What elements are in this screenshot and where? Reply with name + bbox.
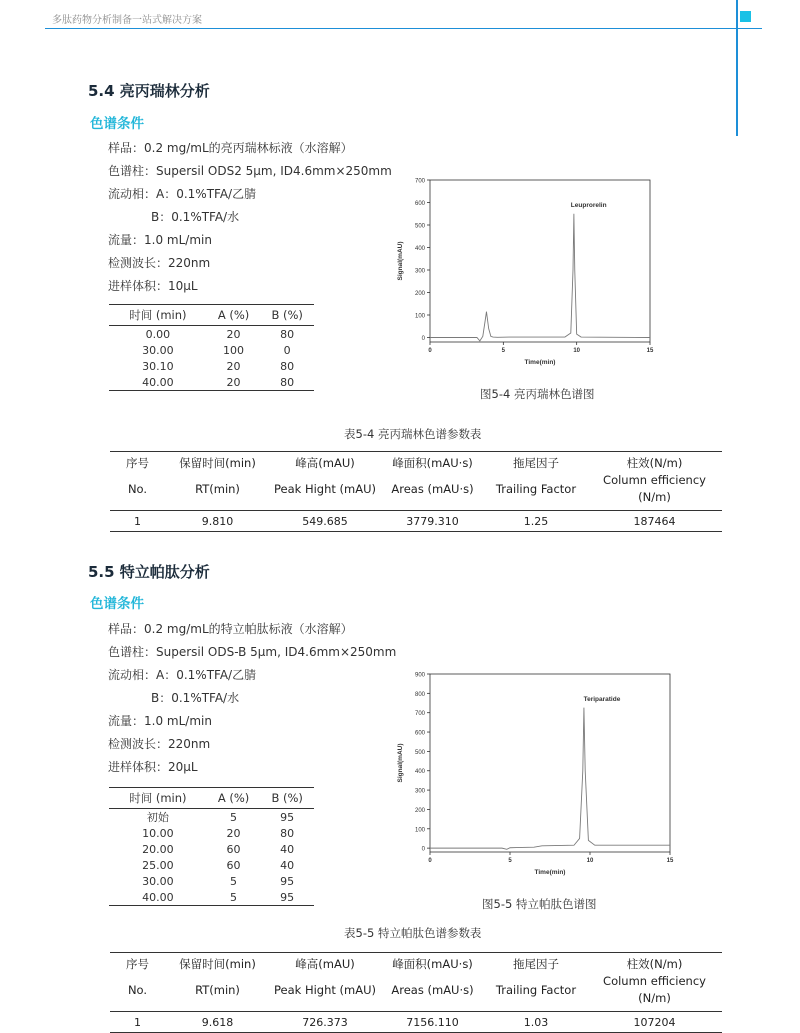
header-vertical-rule bbox=[736, 0, 738, 136]
x-tick-label: 5 bbox=[508, 858, 512, 864]
section-title: 5.5 特立帕肽分析 bbox=[88, 563, 210, 581]
x-tick-label: 15 bbox=[646, 348, 654, 354]
y-tick-label: 600 bbox=[414, 201, 425, 207]
x-tick-label: 10 bbox=[573, 348, 581, 354]
series-line bbox=[430, 708, 670, 850]
table-caption: 表5-5 特立帕肽色谱参数表 bbox=[344, 926, 482, 940]
table-row: 10.00 20 80 bbox=[142, 826, 295, 840]
condition-sample: 样品：0.2 mg/mL的特立帕肽标液（水溶解） bbox=[108, 622, 353, 636]
chromatogram-chart-teriparatide bbox=[390, 664, 690, 880]
condition-column: 色谱柱：Supersil ODS-B 5μm, ID4.6mm×250mm bbox=[108, 645, 397, 659]
table-row: 30.00 100 0 bbox=[142, 343, 291, 357]
table-row: 30.10 20 80 bbox=[142, 359, 295, 373]
table-caption: 表5-4 亮丙瑞林色谱参数表 bbox=[344, 427, 482, 441]
y-tick-label: 500 bbox=[414, 223, 425, 230]
x-tick-label: 0 bbox=[428, 348, 432, 354]
y-tick-label: 400 bbox=[414, 246, 425, 252]
gradient-table bbox=[109, 787, 314, 906]
parameter-table: 序号 保留时间(min) 峰高(mAU) 峰面积(mAU·s) 拖尾因子 柱效(N/m) No. RT(min) Peak Hight (mAU) Areas (mAU·s) Trailing Factor Column efficiency (N/m) 1 9.618 726.373 7156.110 1.03 107204 bbox=[110, 952, 722, 1033]
x-axis-label: Time(min) bbox=[534, 869, 566, 876]
condition-sample: 样品：0.2 mg/mL的亮丙瑞林标液（水溶解） bbox=[108, 141, 353, 155]
table-row: 1 9.618 726.373 7156.110 1.03 107204 bbox=[110, 1012, 722, 1033]
table-row: 0.00 20 80 bbox=[145, 327, 295, 341]
table-row: 40.00 20 80 bbox=[109, 374, 314, 391]
x-tick-label: 15 bbox=[666, 858, 674, 864]
y-tick-label: 900 bbox=[414, 672, 425, 679]
x-axis-label: Time(min) bbox=[524, 359, 556, 366]
table-row: 1 9.810 549.685 3779.310 1.25 187464 bbox=[110, 511, 722, 532]
y-tick-label: 700 bbox=[414, 711, 425, 718]
gradient-header-a: A (%) bbox=[207, 305, 261, 326]
condition-mobile-phase-a: 流动相：A：0.1%TFA/乙腈 bbox=[108, 668, 257, 682]
y-tick-label: 0 bbox=[421, 846, 425, 853]
section-subtitle: 色谱条件 bbox=[90, 116, 144, 132]
section-title: 5.4 亮丙瑞林分析 bbox=[88, 82, 210, 100]
gradient-header-a: A (%) bbox=[207, 788, 261, 809]
gradient-header-time: 时间 (min) bbox=[109, 305, 207, 326]
y-axis-label: Signal(mAU) bbox=[397, 241, 404, 281]
y-tick-label: 800 bbox=[414, 691, 425, 698]
series-line bbox=[430, 214, 650, 341]
table-row: 20.00 60 40 bbox=[142, 842, 295, 856]
x-tick-label: 0 bbox=[428, 858, 432, 864]
y-tick-label: 600 bbox=[414, 730, 425, 737]
y-tick-label: 200 bbox=[414, 807, 425, 814]
y-tick-label: 500 bbox=[414, 749, 425, 756]
y-tick-label: 100 bbox=[414, 827, 425, 834]
condition-wavelength: 检测波长：220nm bbox=[108, 737, 211, 751]
header-accent-square bbox=[740, 11, 751, 22]
table-row: 30.00 5 95 bbox=[142, 874, 295, 888]
figure-caption: 图5-5 特立帕肽色谱图 bbox=[482, 897, 597, 911]
y-tick-label: 700 bbox=[414, 178, 425, 185]
plot-frame bbox=[430, 674, 670, 852]
y-tick-label: 200 bbox=[414, 291, 425, 297]
gradient-table bbox=[109, 304, 314, 391]
condition-column: 色谱柱：Supersil ODS2 5μm, ID4.6mm×250mm bbox=[108, 164, 392, 178]
y-tick-label: 300 bbox=[414, 788, 425, 795]
peak-annotation: Leuprorelin bbox=[570, 202, 607, 209]
parameter-table: 序号 保留时间(min) 峰高(mAU) 峰面积(mAU·s) 拖尾因子 柱效(N/m) No. RT(min) Peak Hight (mAU) Areas (mAU·s) Trailing Factor Column efficiency (N/m) 1 9.810 549.685 3779.310 1.25 187464 bbox=[110, 451, 722, 532]
condition-flow: 流量：1.0 mL/min bbox=[108, 714, 212, 728]
y-axis-label: Signal(mAU) bbox=[397, 743, 404, 783]
x-tick-label: 10 bbox=[586, 858, 594, 864]
running-header: 多肽药物分析制备一站式解决方案 bbox=[52, 15, 202, 26]
gradient-header-b: B (%) bbox=[260, 305, 314, 326]
condition-mobile-phase-b: B：0.1%TFA/水 bbox=[151, 691, 240, 705]
condition-injection: 进样体积：10μL bbox=[108, 279, 198, 293]
figure-caption: 图5-4 亮丙瑞林色谱图 bbox=[480, 387, 595, 401]
gradient-header-b: B (%) bbox=[260, 788, 314, 809]
y-tick-label: 0 bbox=[421, 336, 425, 342]
peak-annotation: Teriparatide bbox=[583, 696, 621, 704]
condition-mobile-phase-a: 流动相：A：0.1%TFA/乙腈 bbox=[108, 187, 257, 201]
y-tick-label: 100 bbox=[414, 313, 425, 320]
condition-flow: 流量：1.0 mL/min bbox=[108, 233, 212, 247]
gradient-header-time: 时间 (min) bbox=[109, 788, 207, 809]
y-tick-label: 400 bbox=[414, 769, 425, 776]
table-row: 25.00 60 40 bbox=[142, 858, 295, 872]
table-row: 初始 5 95 bbox=[146, 810, 295, 824]
table-row: 40.00 5 95 bbox=[109, 889, 314, 906]
chromatogram-chart-leuprorelin bbox=[390, 170, 670, 370]
condition-mobile-phase-b: B：0.1%TFA/水 bbox=[151, 210, 240, 224]
plot-frame bbox=[430, 180, 650, 342]
y-tick-label: 300 bbox=[414, 268, 425, 275]
section-subtitle: 色谱条件 bbox=[90, 596, 144, 612]
header-divider bbox=[45, 28, 762, 29]
condition-injection: 进样体积：20μL bbox=[108, 760, 198, 774]
x-tick-label: 5 bbox=[501, 348, 506, 354]
condition-wavelength: 检测波长：220nm bbox=[108, 256, 211, 270]
